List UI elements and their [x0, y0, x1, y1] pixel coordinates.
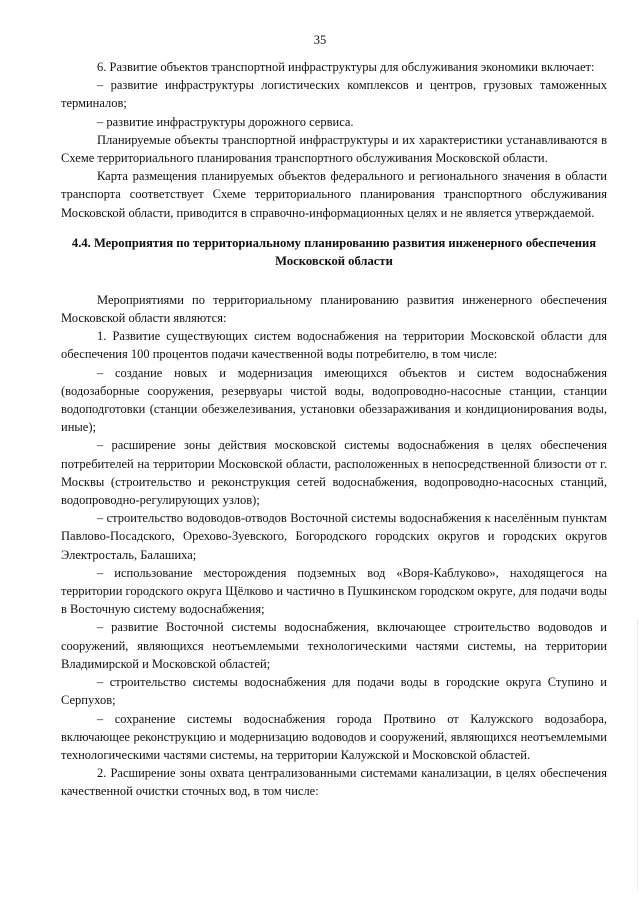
- section-heading: [61, 234, 607, 271]
- list-item: – использование месторождения подземных вод «Воря-Каблуково», находящегося на территории городского округа Щёлково и частично в Пушкинском городском округе, для подачи воды в Восточную систему водоснабжения;: [61, 565, 607, 617]
- section-heading-line: Московской области: [275, 254, 393, 269]
- section-body: [61, 291, 607, 801]
- list-item: – развитие инфраструктуры дорожного сервиса.: [97, 114, 354, 129]
- paragraph: Карта размещения планируемых объектов федерального и регионального значения в области транспорта соответствует Схеме территориального планирования транспортного обслуживания Московской области, приводится в справочно-информационных целях и не является утверждаемой.: [61, 169, 607, 220]
- list-item: – строительство водоводов-отводов Восточной системы водоснабжения к населённым пунктам Павлово-Посадского, Орехово-Зуевского, Богородского городских округов и городских округов Электросталь, Балашиха;: [61, 511, 607, 562]
- section-heading-line: 4.4. Мероприятия по территориальному планированию развития инженерного обеспечения: [71, 235, 597, 250]
- scan-edge-mark: [635, 620, 638, 890]
- list-item: – расширение зоны действия московской системы водоснабжения в целях обеспечения потребителей на территории Московской области, расположенных в непосредственной близости от г. Москвы (строительство и реконструкция сетей водоснабжения, водопроводно-насосных станций, водопроводно-регулирующих узлов);: [61, 438, 607, 508]
- numbered-item: 1. Развитие существующих систем водоснабжения на территории Московской области для обеспечения 100 процентов подачи качественной воды потребителю, в том числе:: [61, 329, 607, 362]
- page-number: 35: [313, 33, 327, 47]
- paragraph: Планируемые объекты транспортной инфраструктуры и их характеристики устанавливаются в Схеме территориального планирования транспортного обслуживания Московской области.: [61, 132, 607, 166]
- list-item: – создание новых и модернизация имеющихся объектов и систем водоснабжения (водозаборные сооружения, резервуары чистой воды, водопроводно-насосные станции, станции водоподготовки (станции обезжелезивания, установки обеззараживания и кондиционирования воды, иные);: [61, 365, 607, 435]
- paragraph: 6. Развитие объектов транспортной инфраструктуры для обслуживания экономики включает:: [97, 60, 595, 74]
- page-content: [61, 58, 607, 801]
- numbered-item: 2. Расширение зоны охвата централизованными системами канализации, в целях обеспечения качественной очистки сточных вод, в том числе:: [61, 766, 607, 799]
- list-item: – развитие инфраструктуры логистических комплексов и центров, грузовых таможенных терминалов;: [61, 78, 607, 111]
- paragraph: Мероприятиями по территориальному планированию развития инженерного обеспечения Московской области являются:: [61, 292, 607, 326]
- list-item: – строительство системы водоснабжения для подачи воды в городские округа Ступино и Серпухов;: [61, 675, 607, 708]
- list-item: – развитие Восточной системы водоснабжения, включающее строительство водоводов и сооружений, являющихся неотъемлемыми технологическими частями системы, на территории Владимирской и Московской областей;: [61, 620, 607, 671]
- list-item: – сохранение системы водоснабжения города Протвино от Калужского водозабора, включающее реконструкцию и модернизацию водоводов и сооружений, являющихся неотъемлемыми технологическими частями системы, на территории Калужской и Московской областей.: [61, 711, 607, 762]
